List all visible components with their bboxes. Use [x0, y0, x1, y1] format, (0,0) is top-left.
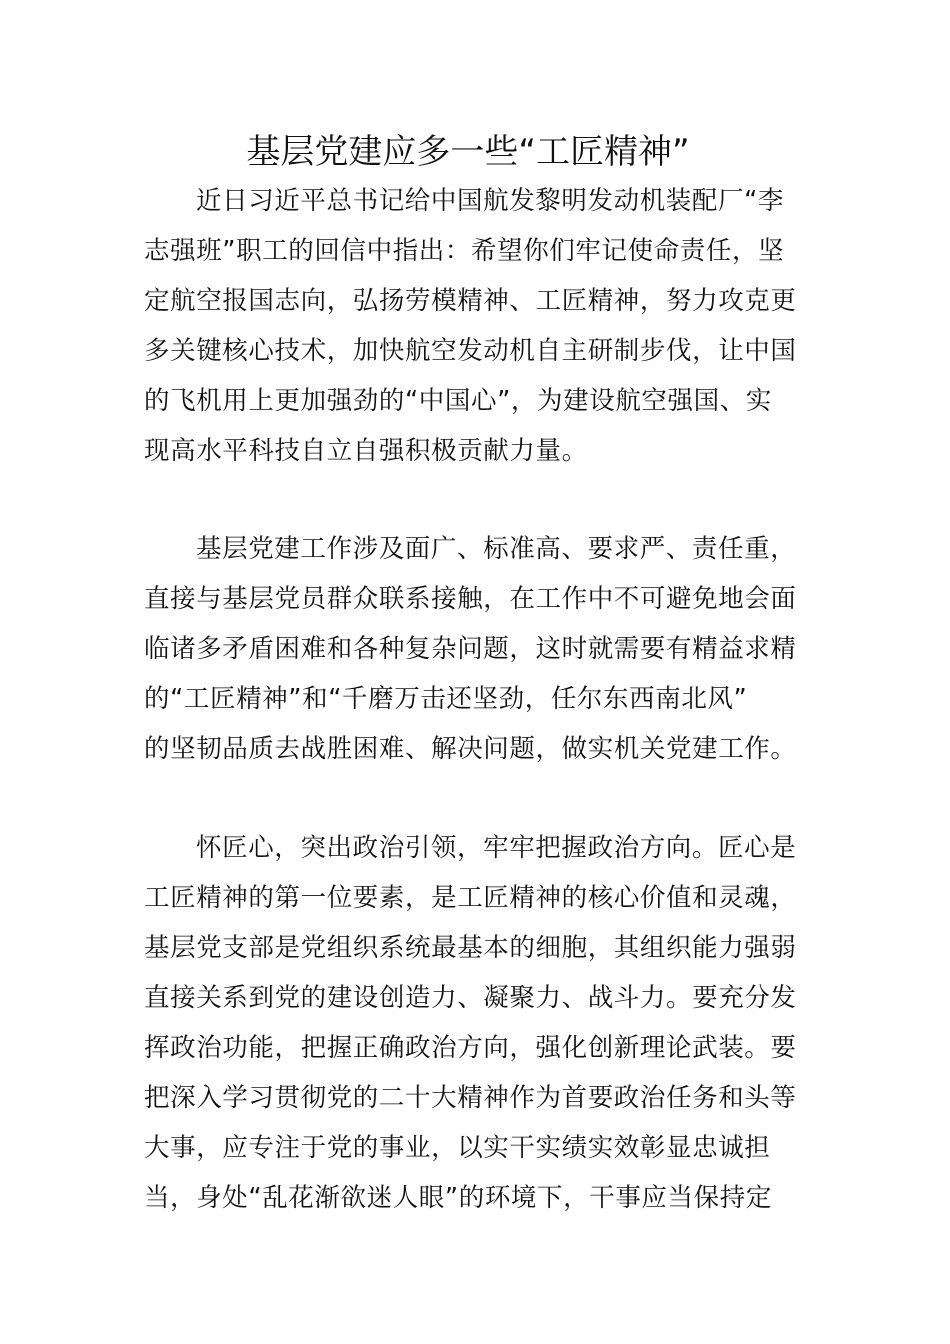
paragraph-line: 当，身处“乱花渐欲迷人眼”的环境下，干事应当保持定 — [144, 1183, 772, 1213]
paragraph-line: 怀匠心，突出政治引领，牢牢把握政治方向。匠心是 — [196, 833, 797, 863]
paragraph-line: 多关键核心技术，加快航空发动机自主研制步伐，让中国 — [144, 336, 797, 366]
paragraph-line: 把深入学习贯彻党的二十大精神作为首要政治任务和头等 — [144, 1083, 797, 1113]
document-title: 基层党建应多一些“工匠精神” — [246, 132, 690, 172]
paragraph-line: 基层党支部是党组织系统最基本的细胞，其组织能力强弱 — [144, 933, 797, 963]
paragraph-line: 的飞机用上更加强劲的“中国心”，为建设航空强国、实 — [144, 386, 772, 416]
paragraph-1 — [144, 176, 814, 476]
paragraph-line: 临诸多矛盾困难和各种复杂问题，这时就需要有精益求精 — [144, 634, 797, 664]
paragraph-line: 的“工匠精神”和“千磨万击还坚劲，任尔东西南北风” — [144, 684, 748, 714]
paragraph-line: 定航空报国志向，弘扬劳模精神、工匠精神，努力攻克更 — [144, 286, 797, 316]
paragraph-3 — [144, 823, 814, 1223]
paragraph-line: 近日习近平总书记给中国航发黎明发动机装配厂“李 — [196, 186, 785, 216]
paragraph-line: 挥政治功能，把握正确政治方向，强化创新理论武装。要 — [144, 1033, 797, 1063]
paragraph-line: 基层党建工作涉及面广、标准高、要求严、责任重， — [196, 534, 797, 564]
paragraph-line: 现高水平科技自立自强积极贡献力量。 — [144, 436, 588, 466]
paragraph-line: 工匠精神的第一位要素，是工匠精神的核心价值和灵魂， — [144, 883, 797, 913]
paragraph-line: 直接与基层党员群众联系接触，在工作中不可避免地会面 — [144, 584, 797, 614]
paragraph-line: 志强班”职工的回信中指出：希望你们牢记使命责任，坚 — [144, 236, 785, 266]
paragraph-line: 的坚韧品质去战胜困难、解决问题，做实机关党建工作。 — [144, 734, 797, 764]
paragraph-2 — [144, 524, 814, 774]
paragraph-line: 大事，应专注于党的事业，以实干实绩实效彰显忠诚担 — [144, 1133, 771, 1163]
paragraph-line: 直接关系到党的建设创造力、凝聚力、战斗力。要充分发 — [144, 983, 797, 1013]
